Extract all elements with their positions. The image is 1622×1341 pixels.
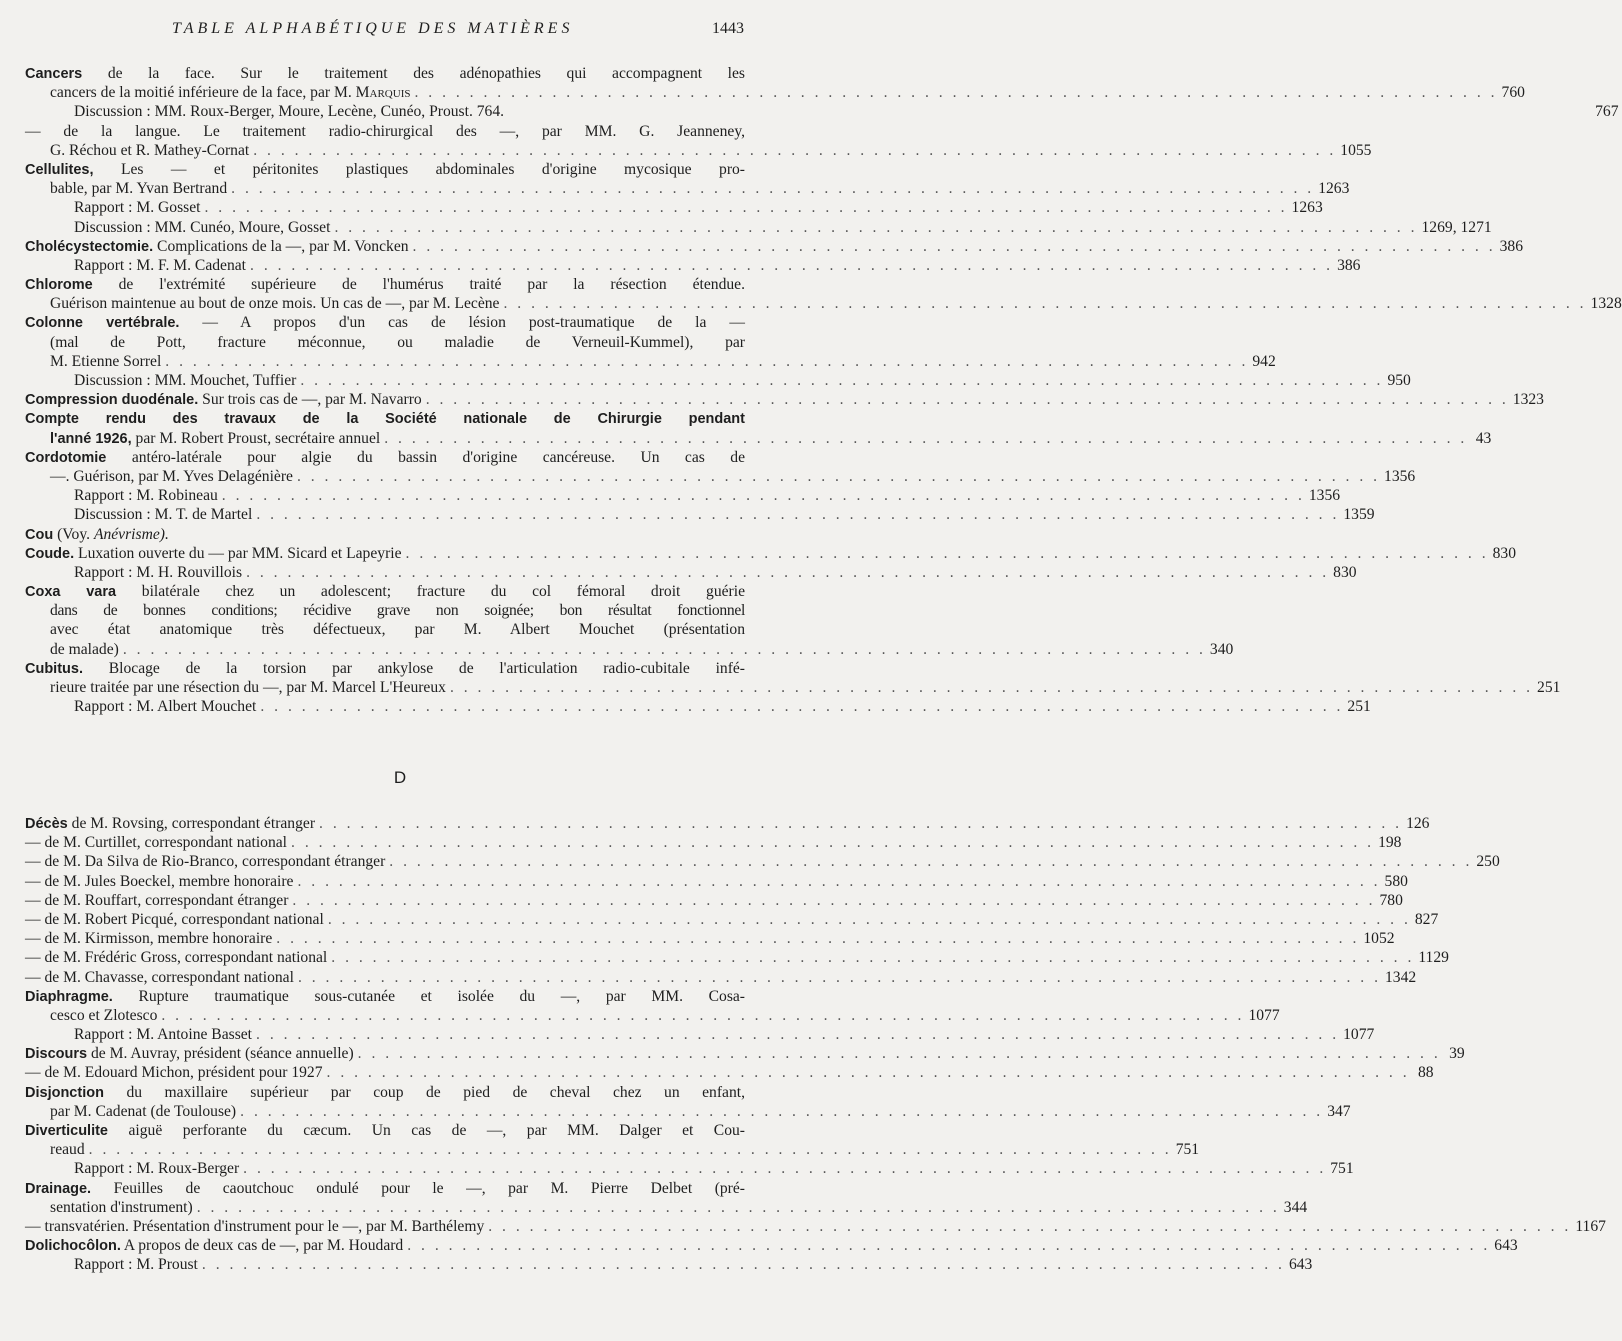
entry-text: — de M. Robert Picqué, correspondant national: [25, 910, 324, 928]
entry-text: Feuilles de caoutchouc ondulé pour le —, par M. Pierre Delbet (pré-: [113, 1179, 745, 1197]
index-line: [25, 1198, 1308, 1217]
entry-text: de M. Rovsing, correspondant étranger: [71, 815, 316, 832]
page-ref: 1356: [1308, 487, 1341, 505]
entry-cancers: [25, 64, 1619, 160]
dot-leader: [389, 852, 1472, 871]
entry-text: —. Guérison, par M. Yves Delagénière: [50, 467, 293, 485]
entry-text: rieure traitée par une résection du —, par M. Marcel L'Heureux: [50, 679, 446, 696]
entry-text: Discussion : MM. Roux-Berger, Moure, Lecène, Cunéo, Proust. 764.: [74, 103, 505, 121]
entry-coude: [25, 544, 1516, 582]
entry-text: — de M. Rouffart, correspondant étranger: [25, 891, 289, 909]
entry-chlorome: [25, 275, 1622, 313]
dot-leader: [327, 1063, 1410, 1082]
page-ref: 760: [1501, 84, 1525, 102]
page-ref: 1129: [1418, 949, 1449, 967]
dot-leader: [256, 1025, 1339, 1044]
index-line: [25, 1083, 745, 1102]
entry-text: Rapport : M. Antoine Basset: [74, 1026, 253, 1044]
dot-leader: [202, 1255, 1285, 1274]
page-ref: 126: [1406, 815, 1430, 832]
entry-keyword: Dolichocôlon.: [25, 1238, 121, 1255]
entry-text: avec état anatomique très défectueux, par M. Albert Mouchet (présentation: [50, 621, 745, 639]
entry-keyword: Coude.: [25, 545, 75, 562]
dot-leader: [161, 1006, 1244, 1025]
index-line: [25, 1255, 1313, 1274]
entry-text: Rupture traumatique sous-cutanée et isolée du —, par MM. Cosa-: [138, 987, 746, 1005]
entry-text: — de M. Kirmisson, membre honoraire: [25, 930, 273, 948]
page-ref: 340: [1209, 640, 1234, 658]
page-ref: 780: [1379, 891, 1403, 909]
page-ref: 1269, 1271: [1421, 218, 1492, 236]
entry-text: — A propos d'un cas de lésion post-traumatique de la —: [202, 314, 745, 332]
entry-keyword: Drainage.: [25, 1180, 92, 1197]
entry-colonne-vertebrale: [25, 313, 1411, 390]
index-line: [25, 1140, 1200, 1159]
dot-leader: [319, 814, 1402, 833]
entry-text: du maxillaire supérieur par coup de pied de cheval chez un enfant,: [126, 1083, 745, 1101]
entry-text: — de M. Curtillet, correspondant national: [25, 834, 288, 852]
entry-text: — de la langue. Le traitement radio-chirurgical des —, par MM. G. Jeanneney,: [25, 122, 745, 140]
page-ref: 43: [1475, 429, 1492, 447]
entry-text: Rapport : M. Proust: [74, 1256, 198, 1274]
entry-keyword: Cubitus.: [25, 660, 83, 677]
entry-text: A propos de deux cas de —, par M. Houdard: [123, 1237, 404, 1255]
page-ref: 827: [1414, 910, 1439, 928]
entry-keyword: Diaphragme.: [25, 988, 113, 1005]
dot-leader: [291, 833, 1374, 852]
index-line: [25, 1063, 1434, 1082]
entry-text: reaud: [50, 1141, 85, 1159]
page-number: 1443: [712, 20, 744, 37]
page-ref: 1077: [1248, 1006, 1280, 1024]
index-line: [25, 891, 1403, 910]
index-line: [25, 948, 1449, 967]
dot-leader: [297, 872, 1380, 891]
entry-text: bable, par M. Yvan Bertrand: [50, 180, 228, 198]
page-ref: 386: [1337, 256, 1361, 274]
entry-keyword: Chlorome: [25, 277, 93, 294]
entry-coxa-vara: [25, 582, 1234, 659]
entry-text: dans de bonnes conditions; récidive grave non soignée; bon résultat fonctionnel: [50, 602, 745, 620]
index-line: [25, 1025, 1375, 1044]
page-ref: 751: [1175, 1141, 1200, 1159]
index-line: [25, 1044, 1465, 1063]
index-line: [25, 833, 1402, 852]
header-title: TABLE ALPHABÉTIQUE DES MATIÈRES: [172, 20, 574, 37]
index-line: [25, 987, 745, 1006]
page-ref: 251: [1537, 679, 1561, 696]
dot-leader: [276, 929, 1359, 948]
index-line: [25, 814, 1430, 833]
entry-text: (mal de Pott, fracture méconnue, ou maladie de Verneuil-Kummel), par: [50, 333, 745, 351]
page-ref: 1356: [1384, 467, 1416, 485]
index-line: [25, 1217, 1606, 1236]
page-ref: 88: [1418, 1064, 1434, 1082]
index-line: [25, 1102, 1351, 1121]
entry-text: Guérison maintenue au bout de onze mois. Un cas de —, par M. Lecène: [50, 295, 500, 313]
page-ref: 198: [1378, 834, 1402, 852]
section-c: [25, 64, 1622, 716]
entry-keyword: l'anné 1926,: [50, 430, 132, 447]
running-header: [0, 20, 800, 44]
index-line: [25, 852, 1500, 871]
dot-leader: [488, 1217, 1571, 1236]
entry-text: Rapport : M. H. Rouvillois: [74, 563, 243, 581]
page-ref: 767: [1595, 103, 1619, 121]
index-line: [25, 1006, 1280, 1025]
entry-text: (Voy.: [57, 525, 91, 543]
entry-keyword: Cou: [25, 526, 54, 543]
entry-text: Luxation ouverte du — par MM. Sicard et Lapeyrie: [78, 544, 402, 562]
entry-cholecystectomie: [25, 237, 1523, 275]
entry-text: par M. Robert Proust, secrétaire annuel: [135, 429, 381, 447]
page-ref: 386: [1499, 237, 1523, 255]
dot-leader: [89, 1140, 1172, 1159]
dot-leader: [243, 1159, 1326, 1178]
entry-text: antéro-latérale pour algie du bassin d'origine cancéreuse. Un cas de: [131, 448, 746, 466]
page-ref: 1263: [1291, 199, 1323, 217]
index-line: [25, 929, 1395, 948]
entry-keyword: Compression duodénale.: [25, 392, 199, 409]
page-ref: 1052: [1363, 930, 1395, 948]
entry-text: Blocage de la torsion par ankylose de l'articulation radio-cubitale infé-: [108, 659, 746, 677]
entry-text: Discussion : MM. Cunéo, Moure, Gosset: [74, 218, 331, 236]
section-d: [25, 814, 1606, 1275]
entry-text: de la face. Sur le traitement des adénopathies qui accompagnent les: [107, 65, 745, 82]
section-letter: D: [393, 768, 407, 787]
index-line: [25, 1121, 745, 1140]
entry-text: Discussion : MM. Mouchet, Tuffier: [74, 372, 297, 389]
index-line: [25, 968, 1417, 987]
entry-cordotomie: [25, 448, 1416, 525]
page-ref: 643: [1288, 1256, 1313, 1274]
page-ref: 751: [1330, 1160, 1354, 1178]
author-name: Marquis: [355, 84, 411, 102]
entry-text: de M. Auvray, président (séance annuelle): [90, 1045, 354, 1063]
entry-keyword: Compte rendu des travaux de la Société nationale de Chirurgie pendant: [25, 411, 745, 428]
entry-text: — de M. Chavasse, correspondant national: [25, 968, 294, 986]
dot-leader: [331, 948, 1414, 967]
entry-keyword: Cellulites,: [25, 161, 94, 178]
entry-text: de l'extrémité supérieure de l'humérus traité par la résection étendue.: [118, 276, 745, 294]
entry-text: aiguë perforante du cæcum. Un cas de —, par MM. Dalger et Cou-: [128, 1122, 745, 1139]
page-ref: 1359: [1343, 506, 1375, 524]
entry-text: bilatérale chez un adolescent; fracture du col fémoral droit guérie: [141, 583, 746, 601]
page-ref: 347: [1327, 1102, 1351, 1120]
entry-text: cesco et Zlotesco: [50, 1006, 158, 1024]
dot-leader: [292, 891, 1375, 910]
dot-leader: [298, 968, 1381, 987]
dot-leader: [197, 1198, 1280, 1217]
entry-keyword: Décès: [25, 816, 68, 832]
entry-keyword: Diverticulite: [25, 1123, 108, 1139]
page-ref: 950: [1387, 372, 1411, 389]
index-line: [25, 1159, 1354, 1178]
dot-leader: [358, 1044, 1441, 1063]
cross-reference: Anévrisme).: [93, 525, 169, 543]
entry-text: Rapport : M. Gosset: [74, 199, 201, 217]
entry-text: Rapport : M. F. M. Cadenat: [74, 256, 247, 274]
entry-keyword: Cholécystectomie.: [25, 238, 154, 255]
entry-compression-duodenale: [25, 390, 1544, 409]
entry-text: Rapport : M. Albert Mouchet: [74, 698, 257, 716]
page-ref: 580: [1384, 872, 1408, 890]
entry-text: Sur trois cas de —, par M. Navarro: [202, 391, 422, 409]
page-ref: 1323: [1512, 391, 1544, 409]
page-ref: 344: [1283, 1198, 1308, 1216]
entry-text: G. Réchou et R. Mathey-Cornat: [50, 141, 250, 159]
dot-leader: [407, 1236, 1490, 1255]
entry-keyword: Cordotomie: [25, 449, 107, 466]
entry-keyword: Colonne vertébrale.: [25, 315, 180, 332]
index-line: [25, 1179, 745, 1198]
entry-text: — de M. Edouard Michon, président pour 1927: [25, 1064, 323, 1082]
entry-keyword: Cancers: [25, 66, 83, 82]
page-ref: 643: [1494, 1237, 1518, 1255]
entry-keyword: Disjonction: [25, 1084, 104, 1101]
entry-keyword: Discours: [25, 1046, 88, 1063]
entry-text: M. Etienne Sorrel: [50, 352, 162, 370]
entry-text: — de M. Jules Boeckel, membre honoraire: [25, 872, 294, 890]
entry-compte-rendu: [25, 409, 1492, 447]
entry-keyword: Coxa vara: [25, 584, 117, 601]
page-ref: 39: [1449, 1045, 1465, 1063]
page-ref: 1263: [1318, 180, 1350, 198]
entry-text: de malade): [50, 640, 119, 658]
entry-cellulites: [25, 160, 1492, 237]
page-ref: 830: [1492, 544, 1516, 562]
index-line: [25, 1236, 1518, 1255]
entry-cou: [25, 525, 745, 544]
page-ref: 1342: [1385, 968, 1417, 986]
page-ref: 251: [1347, 698, 1371, 716]
page-ref: 1328: [1590, 295, 1622, 313]
entry-cubitus: [25, 659, 1561, 717]
entry-text: Rapport : M. Roux-Berger: [74, 1160, 240, 1178]
dot-leader: [240, 1102, 1323, 1121]
entry-text: Rapport : M. Robineau: [74, 487, 218, 505]
page-ref: 1055: [1340, 141, 1372, 159]
page-ref: 250: [1476, 853, 1500, 871]
entry-text: Complications de la —, par M. Voncken: [157, 237, 409, 255]
page-ref: 830: [1333, 563, 1357, 581]
entry-text: Les — et péritonites plastiques abdominales d'origine mycosique pro-: [120, 160, 746, 178]
entry-text: — de M. Frédéric Gross, correspondant national: [25, 949, 328, 967]
page-ref: 942: [1252, 352, 1276, 370]
entry-text: — transvatérien. Présentation d'instrument pour le —, par M. Barthélemy: [25, 1217, 485, 1235]
entry-text: Discussion : M. T. de Martel: [74, 506, 253, 524]
entry-text: sentation d'instrument): [50, 1198, 193, 1216]
dot-leader: [328, 910, 1411, 929]
entry-text: — de M. Da Silva de Rio-Branco, correspondant étranger: [25, 853, 386, 871]
page-ref: 1077: [1343, 1026, 1375, 1044]
page-ref: 1167: [1575, 1217, 1606, 1235]
entry-text: par M. Cadenat (de Toulouse): [50, 1102, 237, 1120]
index-line: [25, 910, 1439, 929]
index-line: [25, 872, 1408, 891]
entry-text: cancers de la moitié inférieure de la face, par M.: [50, 84, 352, 102]
